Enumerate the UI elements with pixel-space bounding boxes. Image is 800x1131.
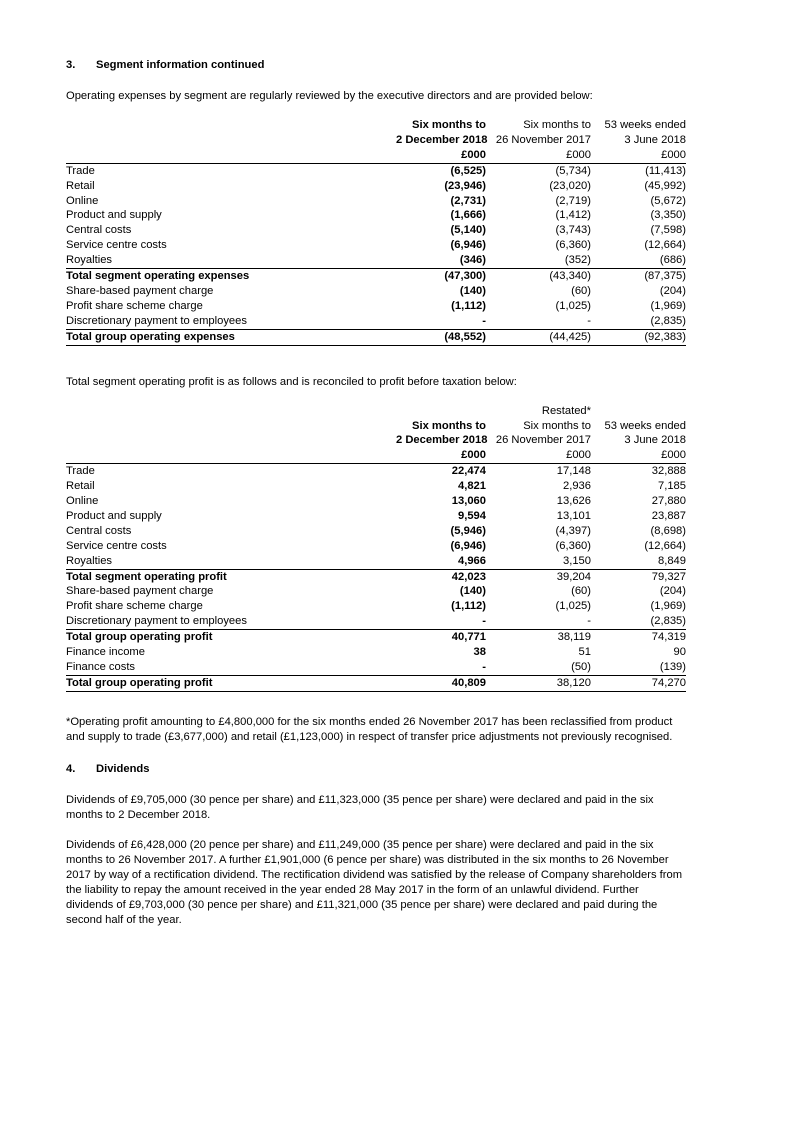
table-row xyxy=(66,329,686,345)
row-value: (2,835) xyxy=(650,615,686,628)
row-value: (47,300) xyxy=(396,269,486,284)
row-value: (6,360) xyxy=(555,239,591,252)
row-value: 13,060 xyxy=(451,495,486,508)
row-label: Finance income xyxy=(66,646,145,659)
row-value: (6,525) xyxy=(450,164,486,177)
row-value: (1,112) xyxy=(451,600,486,613)
row-value: 23,887 xyxy=(651,509,686,522)
row-value: (8,698) xyxy=(650,524,686,537)
row-label: Trade xyxy=(66,164,95,177)
row-label: Profit share scheme charge xyxy=(66,600,203,613)
table-row xyxy=(66,269,686,284)
table-row xyxy=(66,509,686,524)
section-3-heading xyxy=(66,58,688,72)
row-value: 22,474 xyxy=(451,465,486,478)
table-row xyxy=(66,494,686,509)
row-value: 13,101 xyxy=(556,509,591,522)
table-row xyxy=(66,675,686,691)
expenses-intro: Operating expenses by segment are regularly reviewed by the executive directors and are provided below: xyxy=(66,90,593,102)
row-value: (2,835) xyxy=(650,314,686,327)
row-value: 39,204 xyxy=(486,569,591,584)
table-row xyxy=(66,660,686,675)
row-label: Discretionary payment to employees xyxy=(66,314,247,327)
row-value: (1,025) xyxy=(555,299,591,312)
dividends-paragraph-2: Dividends of £6,428,000 (20 pence per share) and £11,249,000 (35 pence per share) were declared and paid in the six months to 26 November 2017. A further £1,901,000 (6 pence per share) was distributed in the six months to 26 November 2017 by way of a rectification dividend. The rectification dividend was satisfied by the release of Company shareholders from the liability to repay the amount received in the year ended 28 May 2017 in the form of an unlawful dividend. Further dividends of £9,703,000 (30 pence per share) and £11,321,000 (35 pence per share) were declared and paid during the second half of the year. xyxy=(66,838,683,926)
table-row xyxy=(66,194,686,209)
row-value: (6,946) xyxy=(450,239,486,252)
table-row xyxy=(66,208,686,223)
row-label: Finance costs xyxy=(66,661,136,673)
row-value: 17,148 xyxy=(556,465,591,478)
row-value: 9,594 xyxy=(458,509,486,522)
operating-expenses-table xyxy=(66,118,686,346)
row-label: Total segment operating expenses xyxy=(66,269,396,284)
row-value: (1,025) xyxy=(555,600,591,613)
column-header: 53 weeks ended xyxy=(604,119,686,131)
row-value: (7,598) xyxy=(650,224,686,237)
column-header: Six months to xyxy=(412,419,486,432)
row-value: 38,120 xyxy=(486,675,591,691)
row-label: Service centre costs xyxy=(66,239,167,252)
row-value: (60) xyxy=(571,284,591,297)
row-value: 3,150 xyxy=(563,554,591,567)
row-value: 4,966 xyxy=(458,554,486,567)
row-value: 8,849 xyxy=(658,554,686,567)
row-value: 51 xyxy=(578,646,591,659)
table-row xyxy=(66,479,686,494)
row-value: 7,185 xyxy=(658,480,686,493)
row-label: Central costs xyxy=(66,224,132,237)
row-label: Online xyxy=(66,495,99,508)
column-header xyxy=(591,404,686,419)
row-label: Total group operating profit xyxy=(66,630,396,645)
table-row xyxy=(66,569,686,584)
row-value: (5,672) xyxy=(650,194,686,207)
row-value: - xyxy=(587,615,591,628)
table-row xyxy=(66,645,686,660)
table-row xyxy=(66,584,686,599)
column-header: 53 weeks ended xyxy=(604,419,686,432)
row-label: Online xyxy=(66,194,99,207)
row-value: (5,140) xyxy=(450,224,486,237)
table-row xyxy=(66,464,686,479)
row-label: Total group operating profit xyxy=(66,675,396,691)
column-header: 2 December 2018 xyxy=(396,434,488,447)
restated-header: Restated* xyxy=(541,404,591,417)
table-header-row xyxy=(66,404,686,419)
row-label: Product and supply xyxy=(66,209,162,222)
table-row xyxy=(66,223,686,238)
row-value: 13,626 xyxy=(556,495,591,508)
table-header-row xyxy=(66,433,686,448)
row-value: (346) xyxy=(459,254,486,267)
row-label: Discretionary payment to employees xyxy=(66,615,247,628)
row-label: Service centre costs xyxy=(66,539,167,552)
row-value: 79,327 xyxy=(591,569,686,584)
document-page xyxy=(66,58,688,928)
row-value: 2,936 xyxy=(563,480,591,493)
row-value: (23,946) xyxy=(444,179,486,192)
table-row xyxy=(66,524,686,539)
row-label: Profit share scheme charge xyxy=(66,299,203,312)
row-label: Trade xyxy=(66,465,95,478)
row-value: (1,412) xyxy=(555,209,591,222)
row-value: (2,731) xyxy=(450,194,486,207)
column-header: Six months to xyxy=(523,419,591,432)
row-value: 74,319 xyxy=(591,630,686,645)
table-header-row xyxy=(66,133,686,148)
row-value: (12,664) xyxy=(644,239,686,252)
row-label: Total group operating expenses xyxy=(66,329,396,345)
row-value: (45,992) xyxy=(644,179,686,192)
column-header: Six months to xyxy=(412,119,486,131)
table-row xyxy=(66,314,686,329)
row-value: (6,360) xyxy=(555,539,591,552)
table-row xyxy=(66,253,686,268)
row-label: Retail xyxy=(66,179,95,192)
row-value: (44,425) xyxy=(486,329,591,345)
row-value: - xyxy=(482,314,486,327)
row-value: 90 xyxy=(673,646,686,659)
table-row xyxy=(66,238,686,253)
row-value: 38,119 xyxy=(486,630,591,645)
row-value: 38 xyxy=(473,646,486,659)
row-value: 4,821 xyxy=(458,480,486,493)
row-value: (3,350) xyxy=(650,209,686,222)
row-value: (87,375) xyxy=(591,269,686,284)
section-title: Dividends xyxy=(96,762,150,775)
row-label: Share-based payment charge xyxy=(66,284,214,297)
row-value: 32,888 xyxy=(651,465,686,478)
row-value: (139) xyxy=(659,661,686,673)
restatement-footnote: *Operating profit amounting to £4,800,000 for the six months ended 26 November 2017 has been reclassified from product and supply to trade (£3,677,000) and retail (£1,123,000) in respect of transfer price adjustments not previously recognised. xyxy=(66,715,673,743)
column-header xyxy=(396,404,486,419)
row-value: - xyxy=(482,615,486,628)
operating-profit-table xyxy=(66,404,686,692)
row-label: Total segment operating profit xyxy=(66,569,396,584)
column-unit: £000 xyxy=(396,448,486,463)
row-value: (686) xyxy=(659,254,686,267)
row-value: (1,112) xyxy=(451,299,486,312)
row-value: (140) xyxy=(459,585,486,598)
column-unit: £000 xyxy=(591,448,686,463)
row-label: Central costs xyxy=(66,524,132,537)
row-value: 27,880 xyxy=(651,495,686,508)
row-value: (5,946) xyxy=(450,524,486,537)
row-value: (1,666) xyxy=(450,209,486,222)
column-unit: £000 xyxy=(486,448,591,463)
table-header-row xyxy=(66,118,686,133)
dividends-paragraph-1: Dividends of £9,705,000 (30 pence per share) and £11,323,000 (35 pence per share) were declared and paid in the six months to 2 December 2018. xyxy=(66,793,654,821)
column-header: 26 November 2017 xyxy=(495,133,591,146)
row-value: - xyxy=(587,314,591,327)
row-value: (48,552) xyxy=(396,329,486,345)
row-value: 40,809 xyxy=(396,675,486,691)
row-value: (3,743) xyxy=(555,224,591,237)
row-value: (1,969) xyxy=(650,299,686,312)
column-header: 26 November 2017 xyxy=(495,434,591,447)
row-value: (1,969) xyxy=(650,600,686,613)
column-unit: £000 xyxy=(396,148,486,163)
row-value: (11,413) xyxy=(645,164,686,177)
column-header: 2 December 2018 xyxy=(396,133,488,146)
row-label: Retail xyxy=(66,480,95,493)
row-value: (2,719) xyxy=(555,194,591,207)
table-row xyxy=(66,179,686,194)
table-header-row xyxy=(66,148,686,163)
row-value: (23,020) xyxy=(549,179,591,192)
section-title: Segment information continued xyxy=(96,59,265,71)
row-value: (6,946) xyxy=(450,539,486,552)
column-header: Six months to xyxy=(523,119,591,131)
row-value: (43,340) xyxy=(486,269,591,284)
column-unit: £000 xyxy=(591,148,686,163)
row-label: Royalties xyxy=(66,554,113,567)
table-row xyxy=(66,554,686,569)
row-value: (92,383) xyxy=(591,329,686,345)
row-value: (50) xyxy=(571,661,591,673)
section-4-heading xyxy=(66,762,688,776)
row-value: 42,023 xyxy=(396,569,486,584)
row-value: (140) xyxy=(459,284,486,297)
row-value: (60) xyxy=(571,585,591,598)
section-number: 4. xyxy=(66,762,76,775)
profit-intro: Total segment operating profit is as follows and is reconciled to profit before taxation below: xyxy=(66,375,517,388)
table-row xyxy=(66,163,686,178)
column-header: 3 June 2018 xyxy=(624,434,686,447)
table-row xyxy=(66,299,686,314)
table-header-row xyxy=(66,448,686,463)
row-value: (352) xyxy=(564,254,591,267)
row-label: Product and supply xyxy=(66,509,162,522)
table-header-row xyxy=(66,419,686,434)
column-header: 3 June 2018 xyxy=(624,133,686,146)
row-value: (4,397) xyxy=(555,524,591,537)
row-label: Royalties xyxy=(66,254,113,267)
row-value: (204) xyxy=(659,284,686,297)
table-row xyxy=(66,630,686,645)
table-row xyxy=(66,614,686,629)
table-row xyxy=(66,539,686,554)
row-value: - xyxy=(482,661,486,673)
row-value: (204) xyxy=(659,585,686,598)
table-row xyxy=(66,284,686,299)
column-unit: £000 xyxy=(486,148,591,163)
row-value: 74,270 xyxy=(591,675,686,691)
row-value: (5,734) xyxy=(555,164,591,177)
table-row xyxy=(66,599,686,614)
row-value: 40,771 xyxy=(396,630,486,645)
section-number: 3. xyxy=(66,59,76,71)
row-label: Share-based payment charge xyxy=(66,585,214,598)
row-value: (12,664) xyxy=(644,539,686,552)
